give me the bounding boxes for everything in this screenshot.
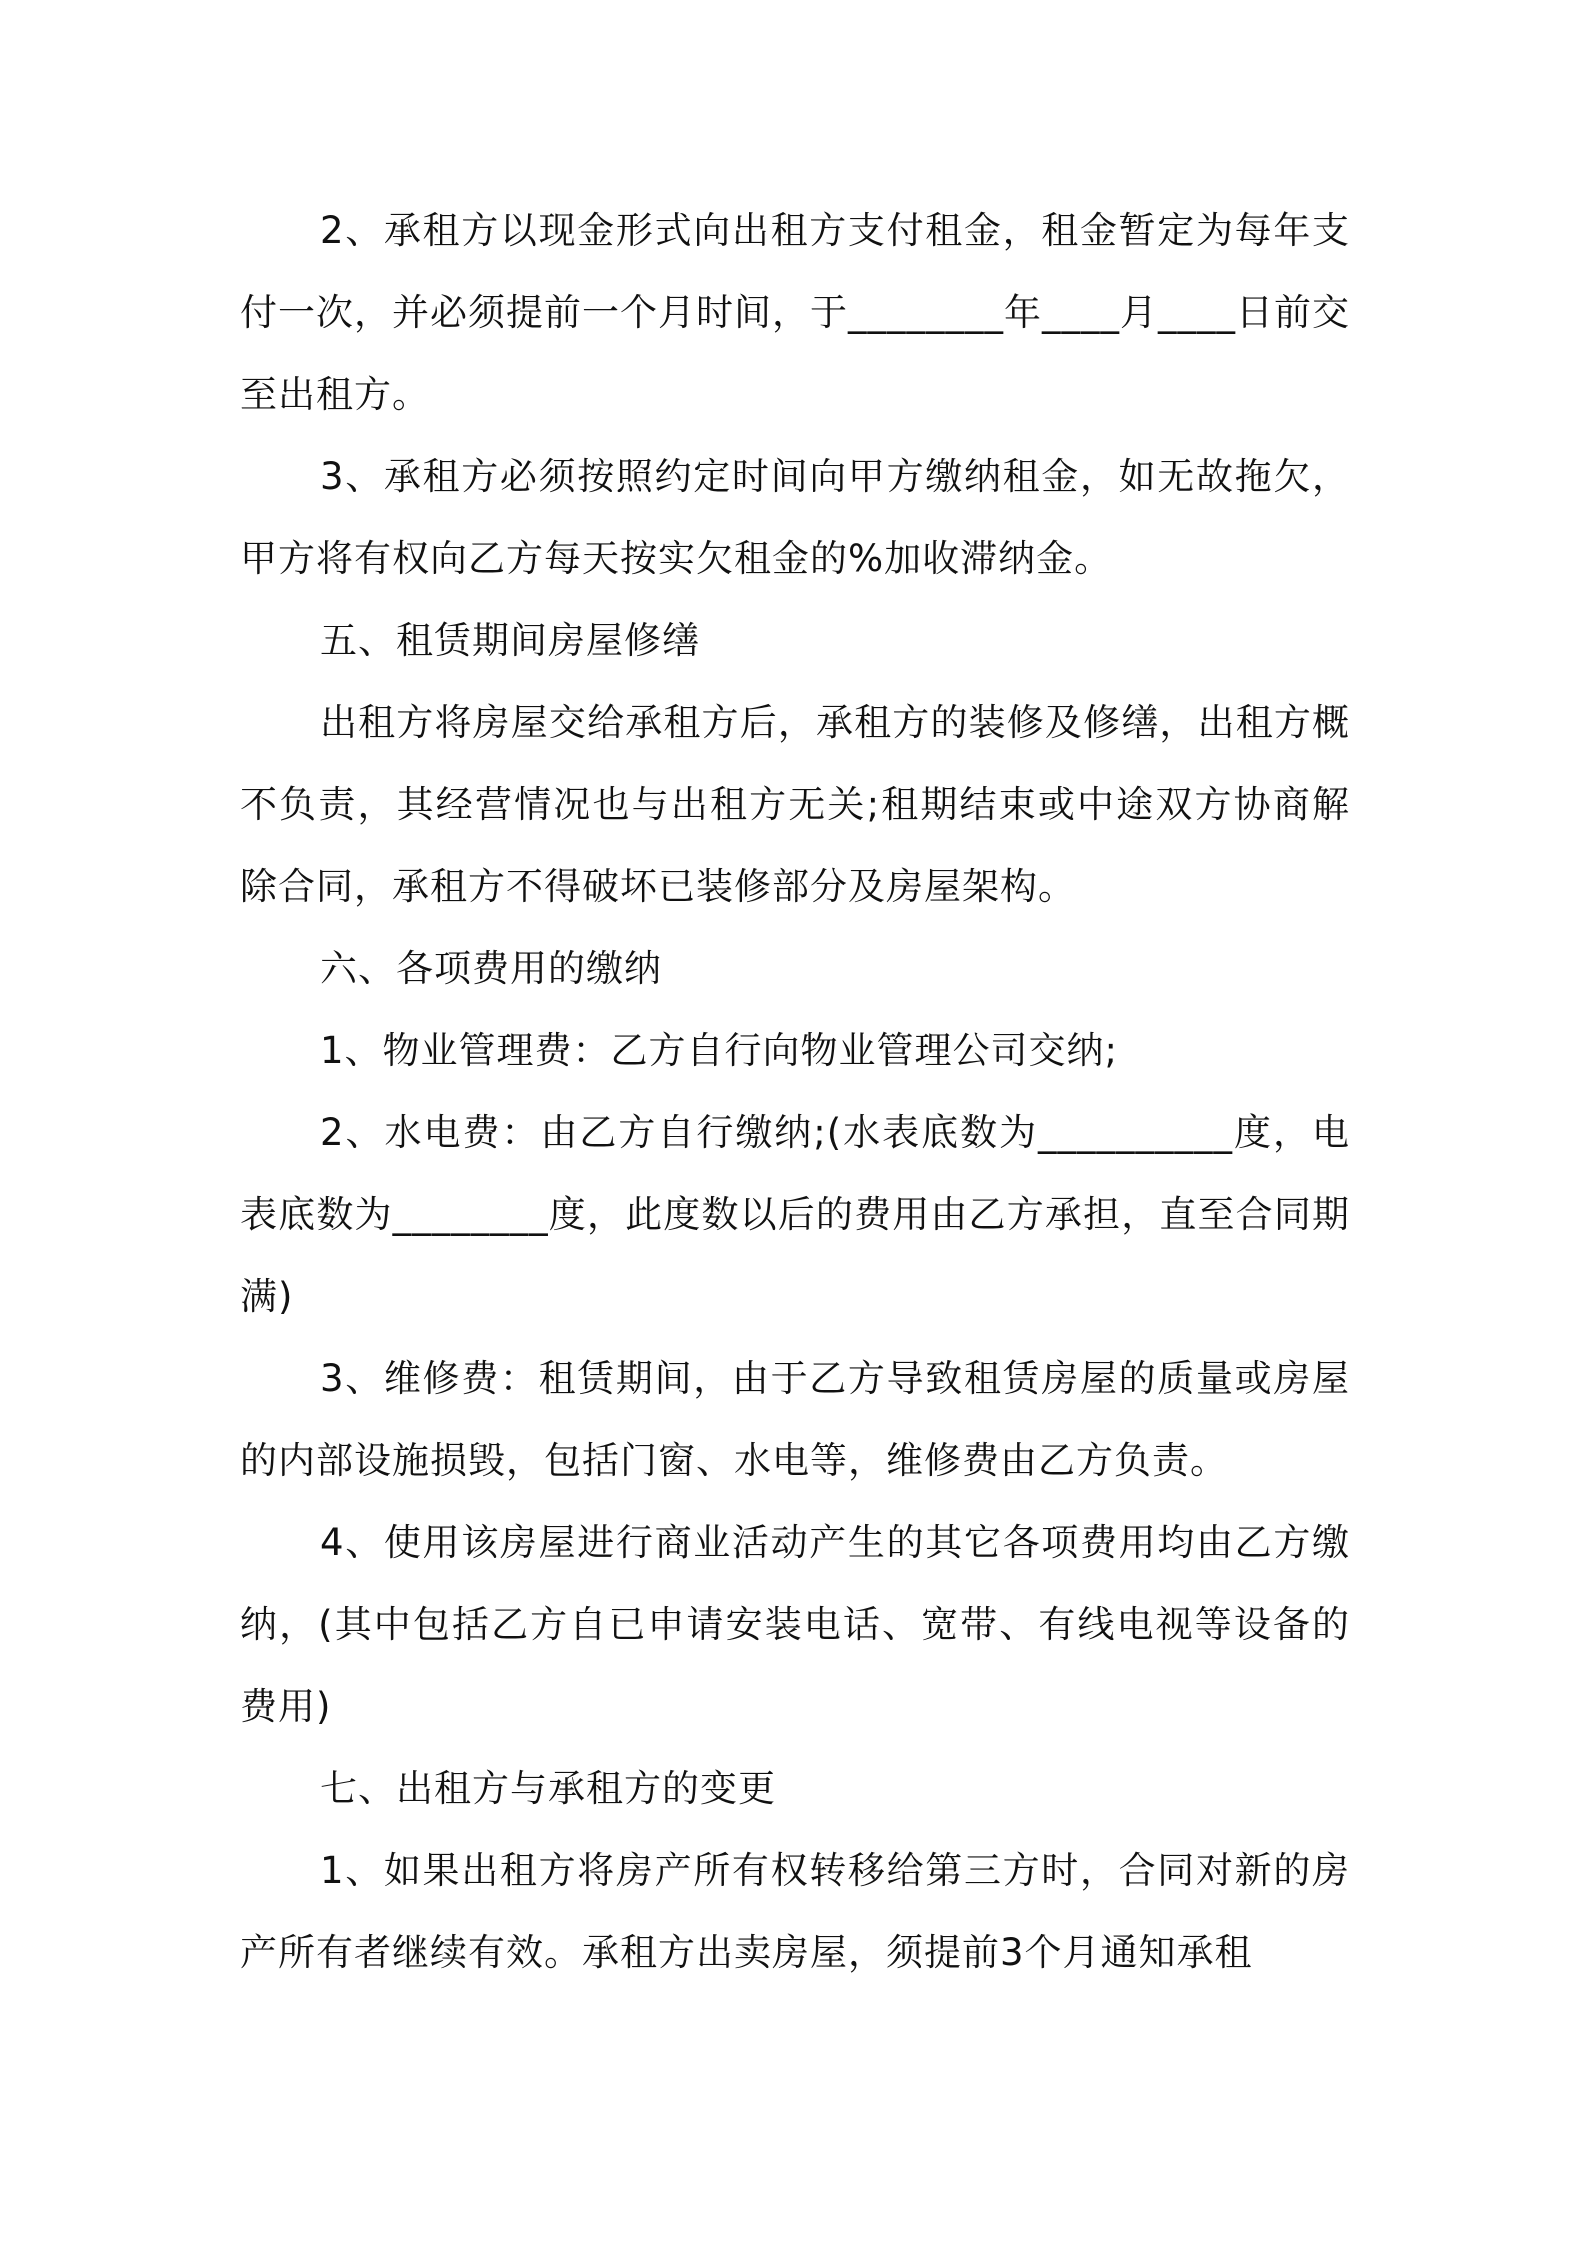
paragraph-maintenance-fee: 3、维修费：租赁期间，由于乙方导致租赁房屋的质量或房屋的内部设施损毁，包括门窗、水电等，维修费由乙方负责。 (240, 1357, 1350, 1482)
paragraph-late-fee: 3、承租方必须按照约定时间向甲方缴纳租金，如无故拖欠，甲方将有权向乙方每天按实欠租金的%加收滞纳金。 (240, 455, 1350, 580)
paragraph-property-fee: 1、物业管理费：乙方自行向物业管理公司交纳; (320, 1029, 1119, 1072)
paragraph-rent-payment: 2、承租方以现金形式向出租方支付租金，租金暂定为每年支付一次，并必须提前一个月时间，于________年____月____日前交至出租方。 (240, 209, 1350, 416)
section-heading-repairs: 五、租赁期间房屋修缮 (320, 619, 700, 662)
section-heading-fees: 六、各项费用的缴纳 (320, 947, 662, 990)
paragraph-ownership-transfer: 1、如果出租方将房产所有权转移给第三方时，合同对新的房产所有者继续有效。承租方出卖房屋，须提前3个月通知承租 (240, 1849, 1350, 1974)
paragraph-other-fees: 4、使用该房屋进行商业活动产生的其它各项费用均由乙方缴纳，(其中包括乙方自已申请安装电话、宽带、有线电视等设备的费用) (240, 1521, 1350, 1728)
paragraph-utility-fee: 2、水电费：由乙方自行缴纳;(水表底数为__________度，电表底数为________度，此度数以后的费用由乙方承担，直至合同期满) (240, 1111, 1350, 1318)
section-heading-changes: 七、出租方与承租方的变更 (320, 1767, 776, 1810)
document-body (240, 190, 1350, 1994)
paragraph-repairs: 出租方将房屋交给承租方后，承租方的装修及修缮，出租方概不负责，其经营情况也与出租方无关;租期结束或中途双方协商解除合同，承租方不得破坏已装修部分及房屋架构。 (240, 701, 1350, 908)
